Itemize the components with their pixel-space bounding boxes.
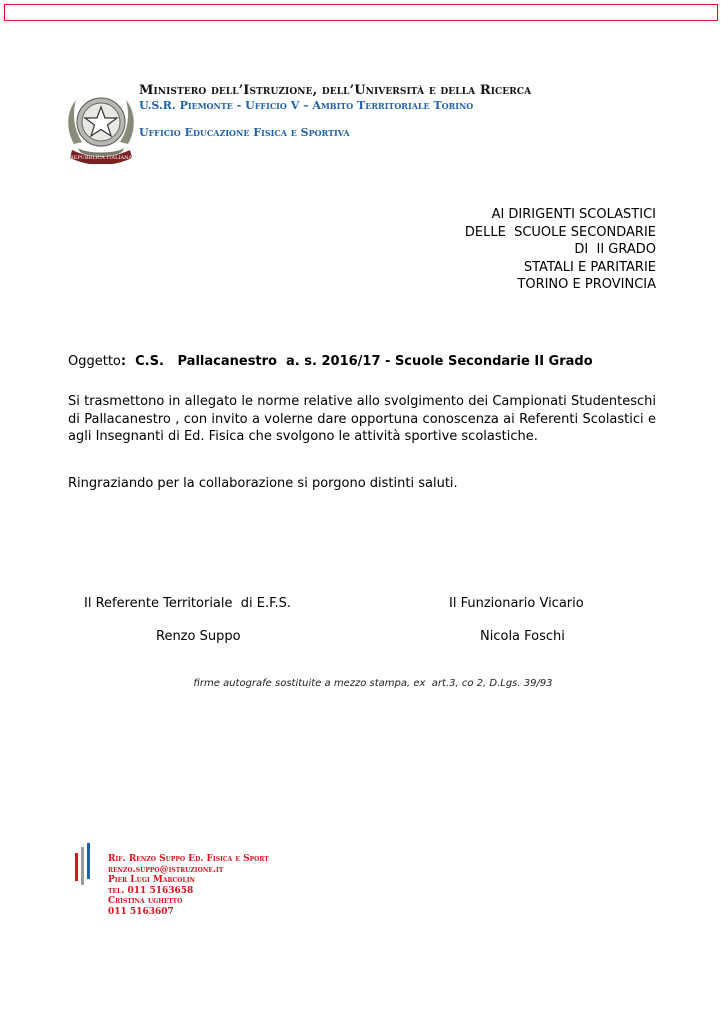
office-subtitle: U.S.R. Piemonte - Ufficio V – Ambito Territoriale Torino <box>139 99 474 112</box>
contact-line: Cristina ughetto <box>108 896 183 907</box>
signature-right-name: Nicola Foschi <box>480 629 565 644</box>
department-name: Ufficio Educazione Fisica e Sportiva <box>139 126 350 139</box>
addressee-line: DELLE SCUOLE SECONDARIE <box>464 224 656 240</box>
emblem-ribbon-text: REPUBBLICA ITALIANA <box>69 155 133 161</box>
italian-republic-emblem <box>64 82 138 164</box>
addressee-line: TORINO E PROVINCIA <box>517 277 656 292</box>
body-paragraph: Si trasmettono in allegato le norme relative allo svolgimento dei Campionati Studenteschi di Pallacanestro , con invito a volerne dare opportuna conoscenza ai Referenti Scolastici e agli Insegnanti di Ed. Fisica che svolgono le attività sportive scolastiche. <box>68 394 656 444</box>
signature-note-text: firme autografe sostituite a mezzo stampa, ex art.3, co 2, D.Lgs. 39/93 <box>193 678 553 689</box>
ministry-title: Ministero dell’Istruzione, dell’Università e della Ricerca <box>139 83 532 98</box>
contact-phone: tel. 011 5163658 <box>108 885 194 896</box>
signature-left-name: Renzo Suppo <box>156 629 241 644</box>
contact-line: Pier Lugi Marcolin <box>108 875 196 886</box>
addressee-block <box>465 206 656 294</box>
contact-email: renzo.suppo@istruzione.it <box>108 864 224 875</box>
contact-line: Rif. Renzo Suppo Ed. Fisica e Sport <box>108 854 269 864</box>
header-border-box <box>4 4 718 21</box>
subject-colon: : <box>120 354 127 369</box>
contact-block <box>108 854 269 918</box>
emblem-ribbon <box>70 150 133 164</box>
addressee-line: AI DIRIGENTI SCOLASTICI <box>491 207 656 222</box>
signature-note <box>0 678 724 689</box>
addressee-line: DI II GRADO <box>574 242 656 257</box>
contact-bars-icon <box>74 843 96 885</box>
signature-left-role: Il Referente Territoriale di E.F.S. <box>84 596 292 611</box>
contact-phone: 011 5163607 <box>108 906 174 917</box>
closing-greeting: Ringraziando per la collaborazione si porgono distinti saluti. <box>68 476 458 491</box>
addressee-line: STATALI E PARITARIE <box>523 259 656 275</box>
subject-label: Oggetto <box>68 354 121 369</box>
subject-text: C.S. Pallacanestro a. s. 2016/17 - Scuole Secondarie II Grado <box>126 354 593 369</box>
subject-line <box>68 354 593 369</box>
signature-right-role: Il Funzionario Vicario <box>449 596 584 611</box>
